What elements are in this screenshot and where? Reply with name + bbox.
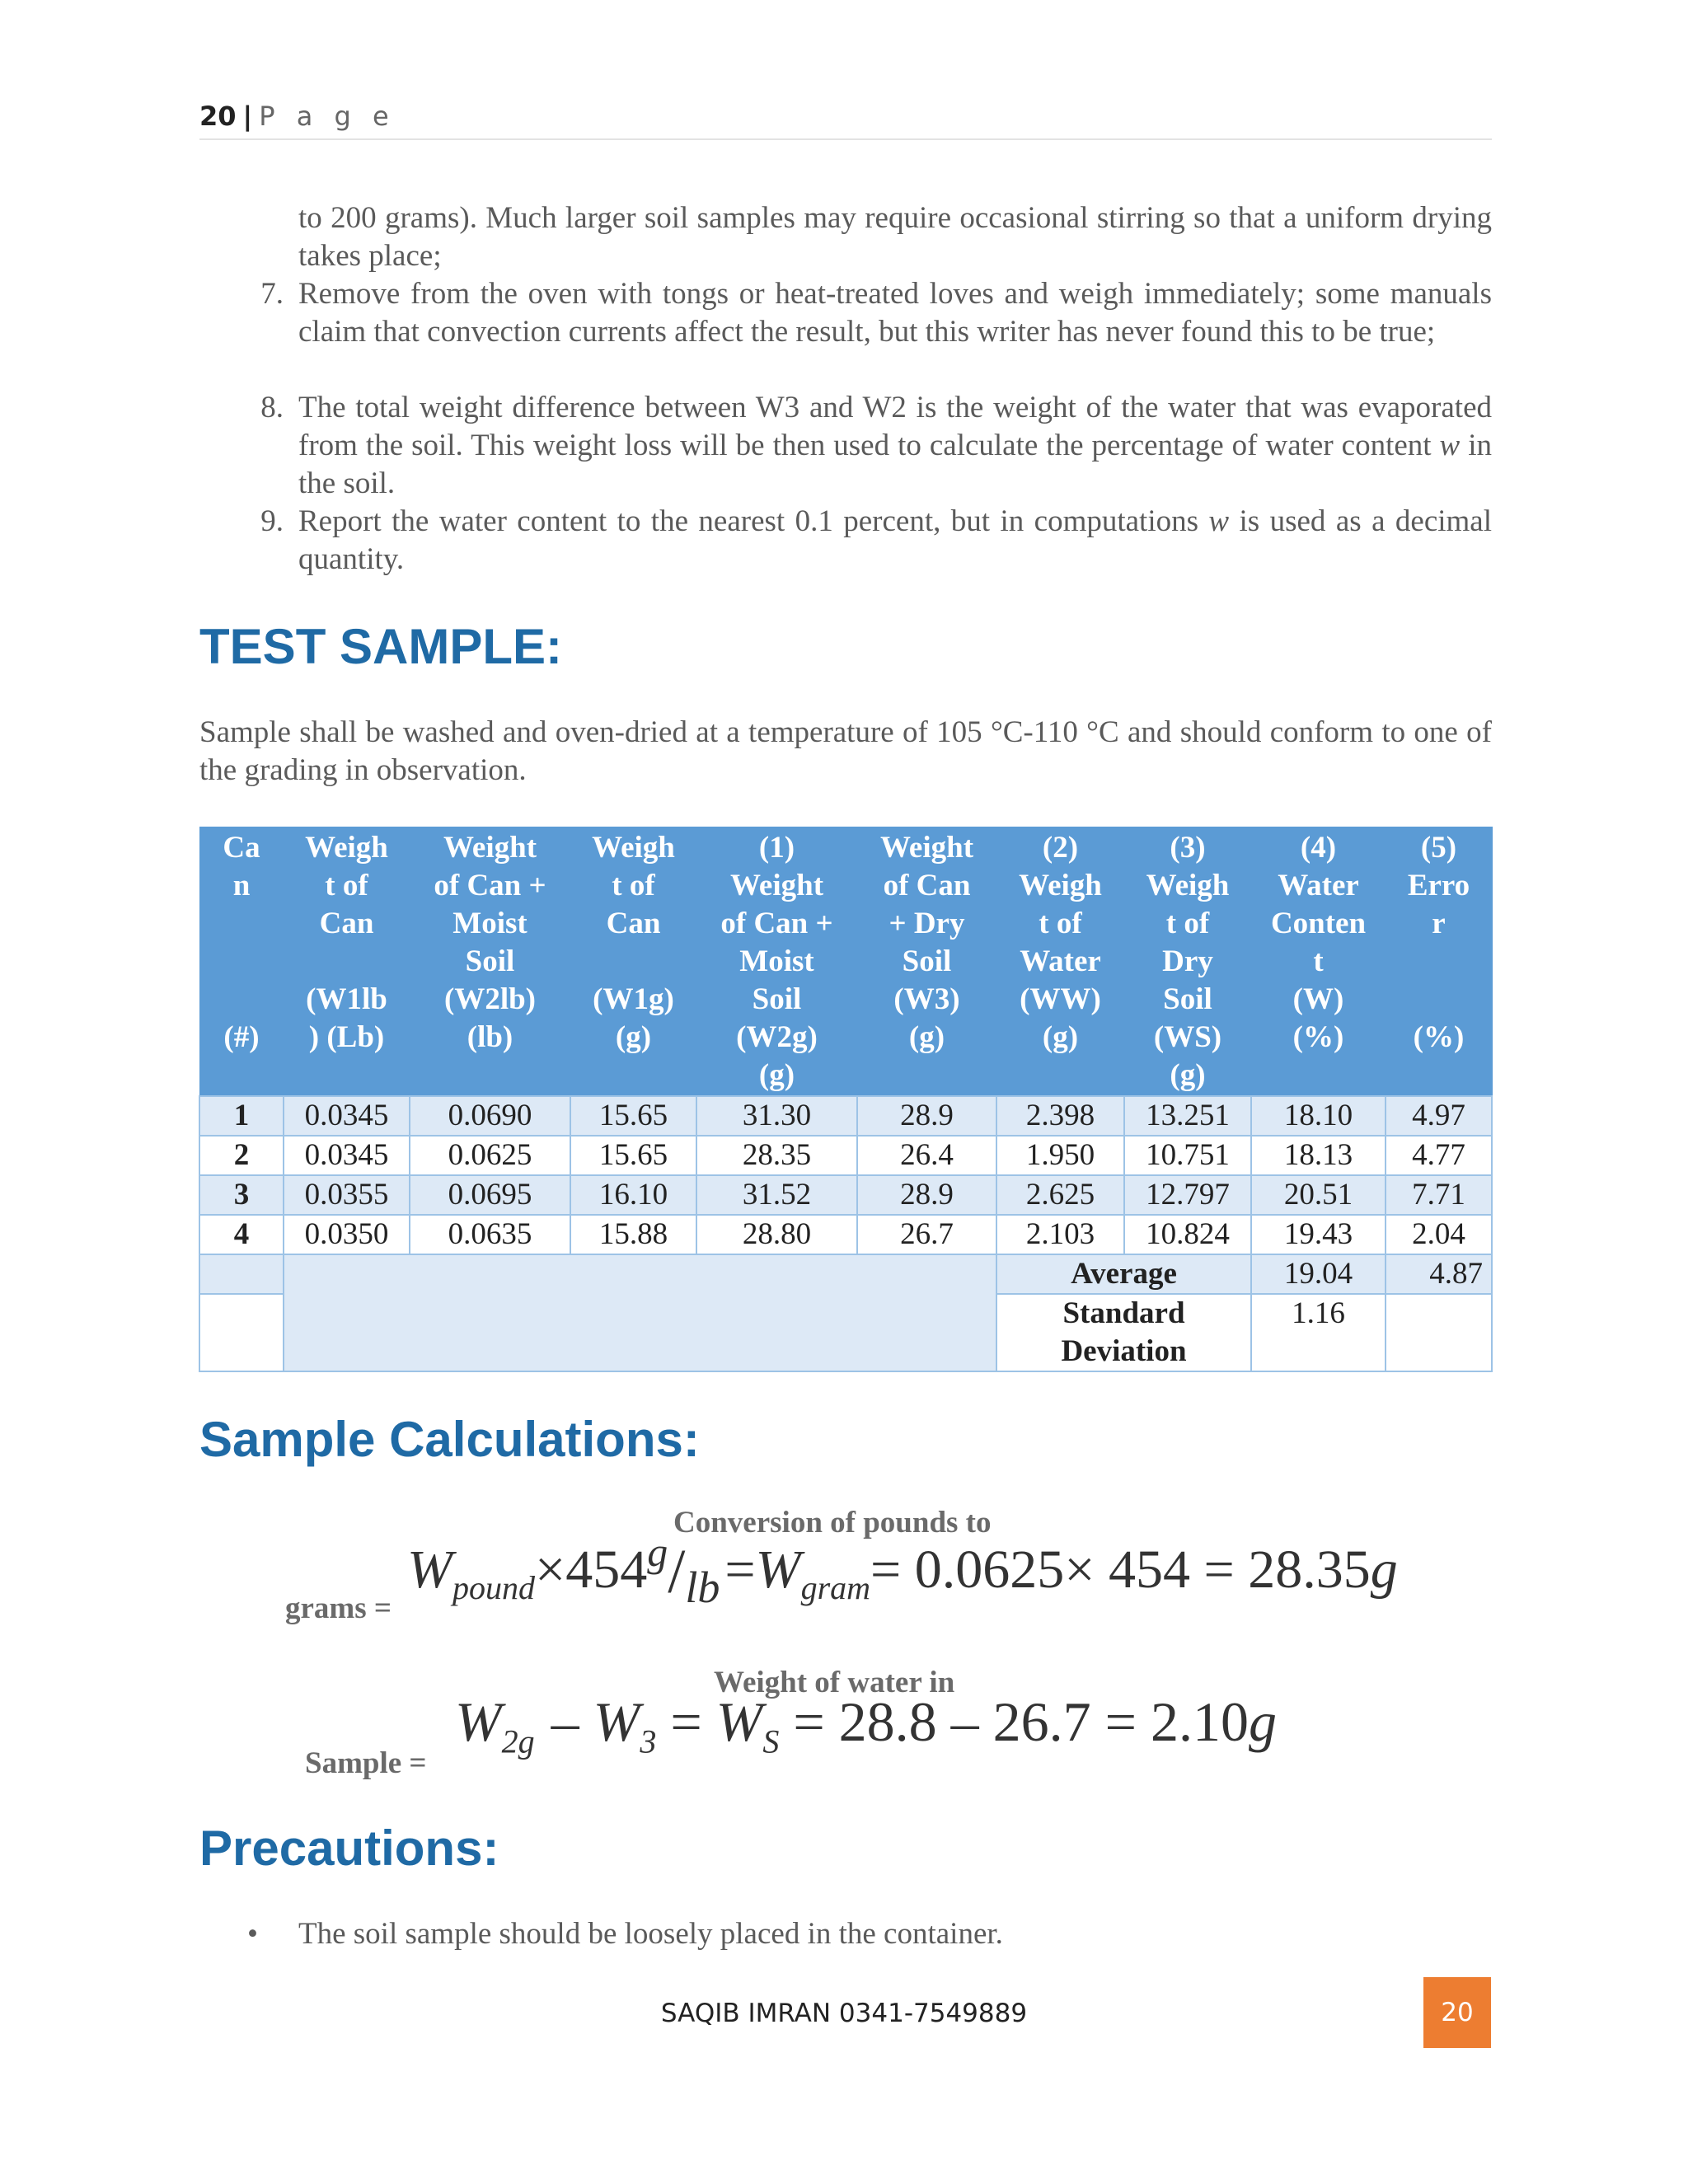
header-line: + Dry bbox=[889, 907, 965, 940]
table-cell: 16.10 bbox=[570, 1175, 696, 1215]
header-line: (WS) bbox=[1153, 1020, 1222, 1054]
math-result: = 28.8 – 26.7 = 2.10 bbox=[779, 1690, 1250, 1753]
header-line: Weight bbox=[879, 831, 974, 865]
procedure-item-text: Remove from the oven with tongs or heat-treated loves and weigh immediately; some manuals claim that convection currents affect the result, but this writer has never found this to be true; bbox=[298, 277, 1492, 349]
math-symbol: W bbox=[593, 1690, 640, 1753]
header-line: n bbox=[232, 869, 251, 902]
eq1-caption: Conversion of pounds to bbox=[673, 1506, 992, 1540]
header-line: (g) bbox=[758, 1058, 795, 1092]
procedure-item-text bbox=[298, 503, 1492, 579]
math-unit: g bbox=[1249, 1690, 1278, 1753]
math-term: ×454 bbox=[534, 1540, 648, 1600]
page-header bbox=[199, 101, 396, 132]
header-line: (%) bbox=[1413, 1020, 1465, 1054]
table-cell: 28.9 bbox=[857, 1096, 996, 1136]
math-symbol: W bbox=[455, 1690, 502, 1753]
math-symbol: W bbox=[407, 1540, 452, 1600]
test-sample-text: Sample shall be washed and oven-dried at a temperature of 105 °C-110 °C and should conform to one of the grading in observation. bbox=[199, 715, 1492, 787]
results-table bbox=[199, 827, 1493, 1372]
math-symbol: W bbox=[715, 1690, 763, 1753]
header-line: (W2lb) bbox=[444, 982, 536, 1016]
header-line: ) (Lb) bbox=[308, 1020, 385, 1054]
header-line: (lb) bbox=[467, 1020, 513, 1054]
table-cell bbox=[199, 1254, 284, 1294]
header-line: (5) bbox=[1420, 831, 1457, 865]
table-header-cell bbox=[284, 827, 410, 1097]
table-cell: 15.88 bbox=[570, 1215, 696, 1254]
eq2-formula bbox=[455, 1690, 1277, 1761]
header-line: Water bbox=[1278, 869, 1359, 902]
header-line: t of bbox=[1165, 907, 1210, 940]
header-line: Moist bbox=[739, 944, 814, 978]
math-symbol: W bbox=[755, 1540, 801, 1600]
header-line: of Can + bbox=[434, 869, 546, 902]
table-cell: 0.0345 bbox=[284, 1136, 410, 1175]
header-line: Soil bbox=[1163, 982, 1212, 1016]
table-header-cell bbox=[1124, 827, 1251, 1097]
eq2-label: Sample = bbox=[305, 1746, 427, 1780]
header-line: Weigh bbox=[592, 831, 675, 865]
can-number-cell: 2 bbox=[199, 1136, 284, 1175]
average-water-content: 19.04 bbox=[1251, 1254, 1386, 1294]
precautions-heading: Precautions: bbox=[199, 1821, 499, 1876]
math-subscript: 3 bbox=[640, 1722, 657, 1760]
text-run: Report the water content to the nearest 0.1 percent, but in computations bbox=[298, 504, 1209, 538]
can-number-cell: 4 bbox=[199, 1215, 284, 1254]
table-cell: 2.103 bbox=[996, 1215, 1124, 1254]
table-row bbox=[199, 1136, 1492, 1175]
std-dev-label bbox=[996, 1294, 1251, 1371]
header-line: Moist bbox=[452, 907, 528, 940]
table-row bbox=[199, 1175, 1492, 1215]
header-line: Erro bbox=[1407, 869, 1470, 902]
table-summary bbox=[199, 1254, 1492, 1371]
average-error: 4.87 bbox=[1386, 1254, 1492, 1294]
table-cell: 1.950 bbox=[996, 1136, 1124, 1175]
table-cell: 0.0625 bbox=[410, 1136, 570, 1175]
header-line: (W) bbox=[1292, 982, 1344, 1016]
header-rule bbox=[199, 138, 1492, 140]
header-separator: | bbox=[242, 101, 253, 132]
header-line: Can bbox=[319, 907, 374, 940]
header-line: Soil bbox=[465, 944, 515, 978]
header-line: (%) bbox=[1292, 1020, 1344, 1054]
header-line: (W2g) bbox=[736, 1020, 818, 1054]
math-subscript: S bbox=[762, 1722, 780, 1760]
table-cell: 28.80 bbox=[696, 1215, 857, 1254]
table-cell: 7.71 bbox=[1386, 1175, 1492, 1215]
header-line: (2) bbox=[1042, 831, 1079, 865]
header-line: (1) bbox=[758, 831, 795, 865]
calculations-heading: Sample Calculations: bbox=[199, 1412, 700, 1467]
table-cell: 0.0690 bbox=[410, 1096, 570, 1136]
table-header-cell bbox=[857, 827, 996, 1097]
eq1-label: grams = bbox=[285, 1591, 392, 1625]
table-cell: 2.625 bbox=[996, 1175, 1124, 1215]
header-line: of Can bbox=[883, 869, 971, 902]
table-cell: 18.10 bbox=[1251, 1096, 1386, 1136]
header-line: t bbox=[1313, 944, 1324, 978]
table-cell: 2.04 bbox=[1386, 1215, 1492, 1254]
table-cell: 18.13 bbox=[1251, 1136, 1386, 1175]
procedure-continuation: to 200 grams). Much larger soil samples may require occasional stirring so that a uniform drying takes place; bbox=[298, 201, 1492, 273]
table-header-cell bbox=[410, 827, 570, 1097]
table-cell: 15.65 bbox=[570, 1096, 696, 1136]
table-cell: 0.0355 bbox=[284, 1175, 410, 1215]
variable-w: w bbox=[1208, 504, 1230, 538]
table-cell: 26.7 bbox=[857, 1215, 996, 1254]
precaution-item: The soil sample should be loosely placed in the container. bbox=[298, 1917, 1003, 1951]
test-sample-heading: TEST SAMPLE: bbox=[199, 619, 563, 674]
table-cell: 31.30 bbox=[696, 1096, 857, 1136]
table-cell: 15.65 bbox=[570, 1136, 696, 1175]
table-header-row bbox=[199, 827, 1492, 1097]
header-line: (W1lb bbox=[306, 982, 387, 1016]
text-run: The total weight difference between W3 and W2 is the weight of the water that was evaporated from the soil. This weight loss will be then used to calculate the percentage of water content bbox=[298, 391, 1492, 462]
table-cell: 0.0350 bbox=[284, 1215, 410, 1254]
header-line: (4) bbox=[1300, 831, 1337, 865]
header-page-number: 20 bbox=[199, 101, 237, 132]
header-line: (WW) bbox=[1020, 982, 1101, 1016]
std-dev-error bbox=[1386, 1294, 1492, 1371]
math-operator: = bbox=[656, 1690, 716, 1753]
procedure-item-text bbox=[298, 389, 1492, 503]
header-line: Ca bbox=[223, 831, 260, 865]
table-cell: 28.9 bbox=[857, 1175, 996, 1215]
average-label: Average bbox=[996, 1254, 1251, 1294]
header-line: t of bbox=[325, 869, 368, 902]
header-line: Weigh bbox=[1146, 869, 1230, 902]
table-row bbox=[199, 1215, 1492, 1254]
text-run: is used as a decimal quantity. bbox=[298, 504, 1492, 576]
table-blank-span bbox=[284, 1254, 996, 1371]
table-header-cell bbox=[1251, 827, 1386, 1097]
eq1-formula bbox=[407, 1529, 1398, 1612]
header-line: Water bbox=[1020, 944, 1101, 978]
math-slash: / bbox=[668, 1537, 686, 1606]
header-line: Soil bbox=[752, 982, 802, 1016]
header-line: (#) bbox=[223, 1020, 260, 1054]
table-header-cell bbox=[996, 827, 1124, 1097]
header-line: t of bbox=[1039, 907, 1082, 940]
bullet-icon: • bbox=[247, 1917, 258, 1951]
header-page-word: P a g e bbox=[259, 101, 396, 132]
table-cell: 13.251 bbox=[1124, 1096, 1251, 1136]
header-line: Conten bbox=[1270, 907, 1367, 940]
header-line: (g) bbox=[615, 1020, 652, 1054]
table-header-cell bbox=[570, 827, 696, 1097]
math-term: lb bbox=[685, 1563, 720, 1612]
table-cell: 26.4 bbox=[857, 1136, 996, 1175]
header-line: Weigh bbox=[1019, 869, 1102, 902]
table-cell: 20.51 bbox=[1251, 1175, 1386, 1215]
variable-w: w bbox=[1439, 429, 1461, 462]
table-cell: 0.0635 bbox=[410, 1215, 570, 1254]
header-line: Soil bbox=[902, 944, 952, 978]
can-number-cell: 3 bbox=[199, 1175, 284, 1215]
procedure-item-number: 7. bbox=[260, 277, 284, 311]
eq2-caption: Weight of water in bbox=[714, 1666, 955, 1699]
header-line: (g) bbox=[1042, 1020, 1079, 1054]
text-run: in the soil. bbox=[298, 429, 1492, 500]
header-line: Can bbox=[606, 907, 661, 940]
header-line: Weigh bbox=[305, 831, 388, 865]
table-row bbox=[199, 1096, 1492, 1136]
header-line: Dry bbox=[1162, 944, 1213, 978]
std-label-line: Standard bbox=[1062, 1296, 1185, 1330]
table-cell: 31.52 bbox=[696, 1175, 857, 1215]
table-header-cell bbox=[199, 827, 284, 1097]
table-cell: 4.97 bbox=[1386, 1096, 1492, 1136]
table-header-cell bbox=[1386, 827, 1492, 1097]
footer-author: SAQIB IMRAN 0341-7549889 bbox=[660, 1999, 1028, 2028]
math-unit: g bbox=[1370, 1540, 1398, 1600]
math-subscript: 2g bbox=[501, 1722, 535, 1760]
table-cell: 2.398 bbox=[996, 1096, 1124, 1136]
header-line: (g) bbox=[908, 1020, 945, 1054]
average-row bbox=[199, 1254, 1492, 1294]
footer-page-badge: 20 bbox=[1423, 1977, 1491, 2048]
math-subscript: gram bbox=[800, 1569, 871, 1607]
header-line: t of bbox=[612, 869, 655, 902]
math-subscript: pound bbox=[452, 1569, 535, 1607]
std-dev-water-content: 1.16 bbox=[1251, 1294, 1386, 1371]
can-number-cell: 1 bbox=[199, 1096, 284, 1136]
table-head bbox=[199, 827, 1492, 1097]
math-result: = 0.0625× 454 = 28.35 bbox=[870, 1540, 1371, 1600]
procedure-item-number: 8. bbox=[260, 391, 284, 424]
table-body bbox=[199, 1096, 1492, 1254]
math-term: g bbox=[647, 1529, 668, 1575]
header-line: Weight bbox=[729, 869, 824, 902]
table-cell: 0.0345 bbox=[284, 1096, 410, 1136]
header-line: (3) bbox=[1170, 831, 1206, 865]
table-cell: 10.751 bbox=[1124, 1136, 1251, 1175]
header-line: of Can + bbox=[720, 907, 833, 940]
std-label-line: Deviation bbox=[1061, 1334, 1187, 1368]
table-cell: 0.0695 bbox=[410, 1175, 570, 1215]
table-cell: 19.43 bbox=[1251, 1215, 1386, 1254]
table-cell bbox=[199, 1294, 284, 1371]
procedure-item-number: 9. bbox=[260, 504, 284, 538]
header-line: (W3) bbox=[893, 982, 960, 1016]
table-header-cell bbox=[696, 827, 857, 1097]
math-operator: – bbox=[551, 1690, 593, 1753]
header-line: r bbox=[1432, 907, 1446, 940]
table-cell: 10.824 bbox=[1124, 1215, 1251, 1254]
table-cell: 28.35 bbox=[696, 1136, 857, 1175]
header-line: Weight bbox=[443, 831, 537, 865]
table-cell: 4.77 bbox=[1386, 1136, 1492, 1175]
header-line: (g) bbox=[1170, 1058, 1206, 1092]
table-cell: 12.797 bbox=[1124, 1175, 1251, 1215]
math-operator: = bbox=[724, 1540, 756, 1600]
header-line: (W1g) bbox=[593, 982, 674, 1016]
